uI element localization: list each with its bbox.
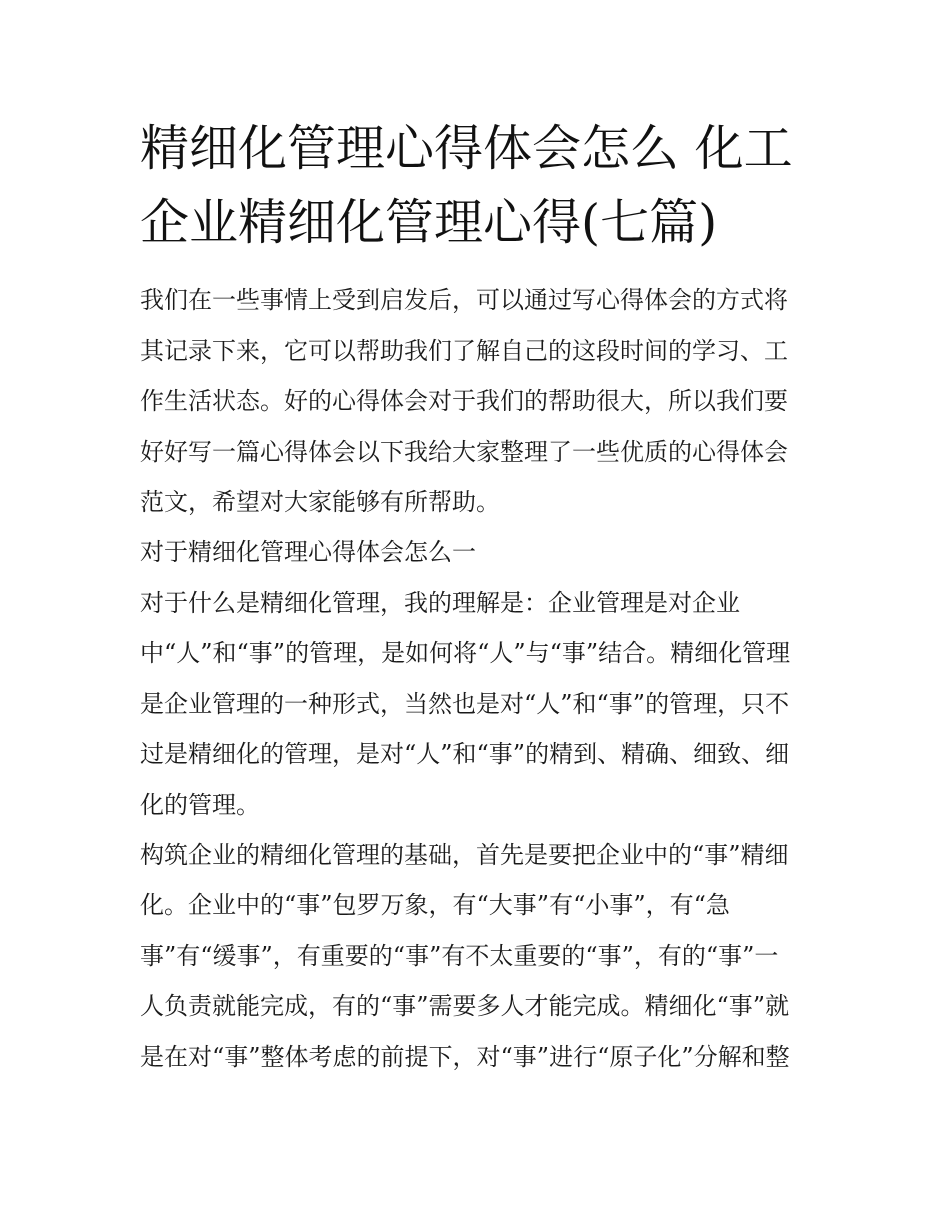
document-title: [140, 112, 820, 260]
title-line: 精细化管理心得体会怎么 化工: [140, 120, 793, 177]
paragraph-2-line-3: 事”有“缓事”，有重要的“事”有不太重要的“事”，有的“事”一: [140, 942, 779, 970]
paragraph-1-line-5: 化的管理。: [140, 791, 260, 819]
paragraph-2-line-2: 化。企业中的“事”包罗万象，有“大事”有“小事”，有“急: [140, 891, 730, 919]
intro-line-4: 好好写一篇心得体会以下我给大家整理了一些优质的心得体会: [140, 438, 788, 466]
paragraph-1-line-4: 过是精细化的管理，是对“人”和“事”的精到、精确、细致、细: [140, 740, 790, 768]
paragraph-1-line-2: 中“人”和“事”的管理，是如何将“人”与“事”结合。精细化管理: [140, 639, 791, 667]
intro-line-5: 范文，希望对大家能够有所帮助。: [140, 488, 500, 516]
paragraph-2-line-1: 构筑企业的精细化管理的基础，首先是要把企业中的“事”精细: [140, 841, 789, 869]
intro-line-2: 其记录下来，它可以帮助我们了解自己的这段时间的学习、工: [140, 337, 788, 365]
paragraph-2-line-4: 人负责就能完成，有的“事”需要多人才能完成。精细化“事”就: [140, 992, 790, 1020]
title-line: 企业精细化管理心得(七篇): [140, 194, 718, 251]
paragraph-1-line-3: 是企业管理的一种形式，当然也是对“人”和“事”的管理，只不: [140, 690, 790, 718]
paragraph-2-line-5: 是在对“事”整体考虑的前提下，对“事”进行“原子化”分解和整: [140, 1043, 790, 1071]
intro-line-3: 作生活状态。好的心得体会对于我们的帮助很大，所以我们要: [140, 387, 788, 415]
intro-line-1: 我们在一些事情上受到启发后，可以通过写心得体会的方式将: [140, 286, 788, 314]
paragraph-1-line-1: 对于什么是精细化管理，我的理解是：企业管理是对企业: [140, 589, 740, 617]
section-heading: 对于精细化管理心得体会怎么一: [140, 538, 476, 566]
